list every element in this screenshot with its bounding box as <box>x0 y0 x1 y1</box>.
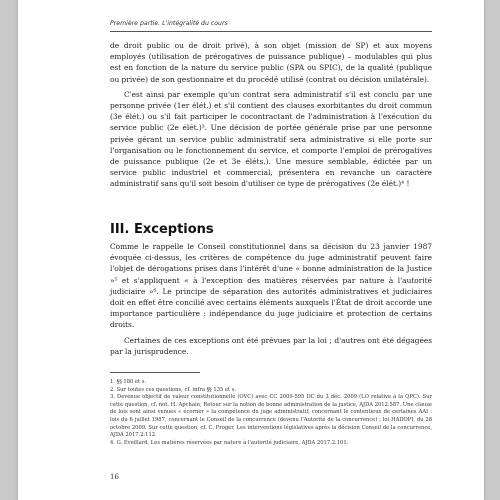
footnotes <box>110 379 432 447</box>
header-rule <box>110 31 432 32</box>
paragraph: de droit public ou de droit privé), à son objet (mission de SP) et aux moyens employés (utilisation de prérogatives de puissance publique) – modulables qui plus est en fonction de la nature du service public (SPA ou SPIC), de la qualité (publique ou privée) de son gestionnaire et du procédé utilisé (contrat ou décision unilatérale). <box>110 41 432 84</box>
footnote: 4. G. Eveillard, Les matières réservées par nature à l'autorité judiciaire, AJDA 2017.2.101. <box>110 439 349 446</box>
body-text-top <box>110 40 432 190</box>
footnote: 3. Devenue objectif de valeur constitutionnelle (OVC) avec CC 2009-595 DC du 3 déc. 2009 (LO relative à la QPC). Sur cette question, cf. not. H. Apchain, Retour sur la notion de bonne administration de la justice, AJDA 2012.587. Une clause de lois sont ainsi venues « écorner » la compétence du juge administratif, concernant le contentieux de certaines AAI : lois du 6 juillet 1987, concernant le Conseil de la concurrence (devenu l'Autorité de la concurrence) ; loi HADOPI, du 28 octobre 2009. Sur cette question, cf. C. Froger, Les interventions législatives après la décision Conseil de la concurrence, AJDA 2017.2.112. <box>110 394 432 439</box>
paragraph: Comme le rappelle le Conseil constitutionnel dans sa décision du 23 janvier 1987 évoquée ci-dessus, les critères de compétence du juge administratif peuvent faire l'objet de dérogations prises dans l'intérêt d'une « bonne administration de la Justice »⁵ et s'appliquent « à l'exception des matières réservées par nature à l'autorité judiciaire »⁶. Le principe de séparation des autorités administratives et judiciaires doit en effet être concilié avec certains éléments auxquels l'État de droit accorde une importance particulière : indépendance du juge judiciaire et protection de certains droits. <box>110 242 432 330</box>
footnote-rule <box>110 372 200 373</box>
page-number: 16 <box>110 473 119 481</box>
body-text-bottom <box>110 241 432 357</box>
footnote: 1. §§ 180 et s. <box>110 379 147 385</box>
section-heading: III. Exceptions <box>110 222 214 237</box>
running-head: Première partie. L'intégralité du cours <box>110 20 228 27</box>
document-page <box>18 0 484 500</box>
paragraph: Certaines de ces exceptions ont été prévues par la loi ; d'autres ont été dégagées par la jurisprudence. <box>110 335 432 356</box>
paragraph: C'est ainsi par exemple qu'un contrat sera administratif s'il est conclu par une personne privée (1er élét.) et s'il contient des clauses exorbitantes du droit commun (3e élét.) ou s'il fait participer le cocontractant de l'administration à l'exécution du service public (2e élét.)³. Une décision de portée générale prise par une personne privée gérant un service public administratif sera administrative si elle porte sur l'organisation ou le fonctionnement du service, et comporte l'emploi de prérogatives de puissance publique (2e et 3e éléts.). Une mesure semblable, édictée par un service public industriel et commercial, présentera en revanche un caractère administratif sans qu'il soit besoin d'utiliser ce type de prérogatives (2e élét.)⁴ ! <box>110 89 432 189</box>
footnote: 2. Sur toutes ces questions, cf. infra §§ 135 et s. <box>110 386 237 393</box>
